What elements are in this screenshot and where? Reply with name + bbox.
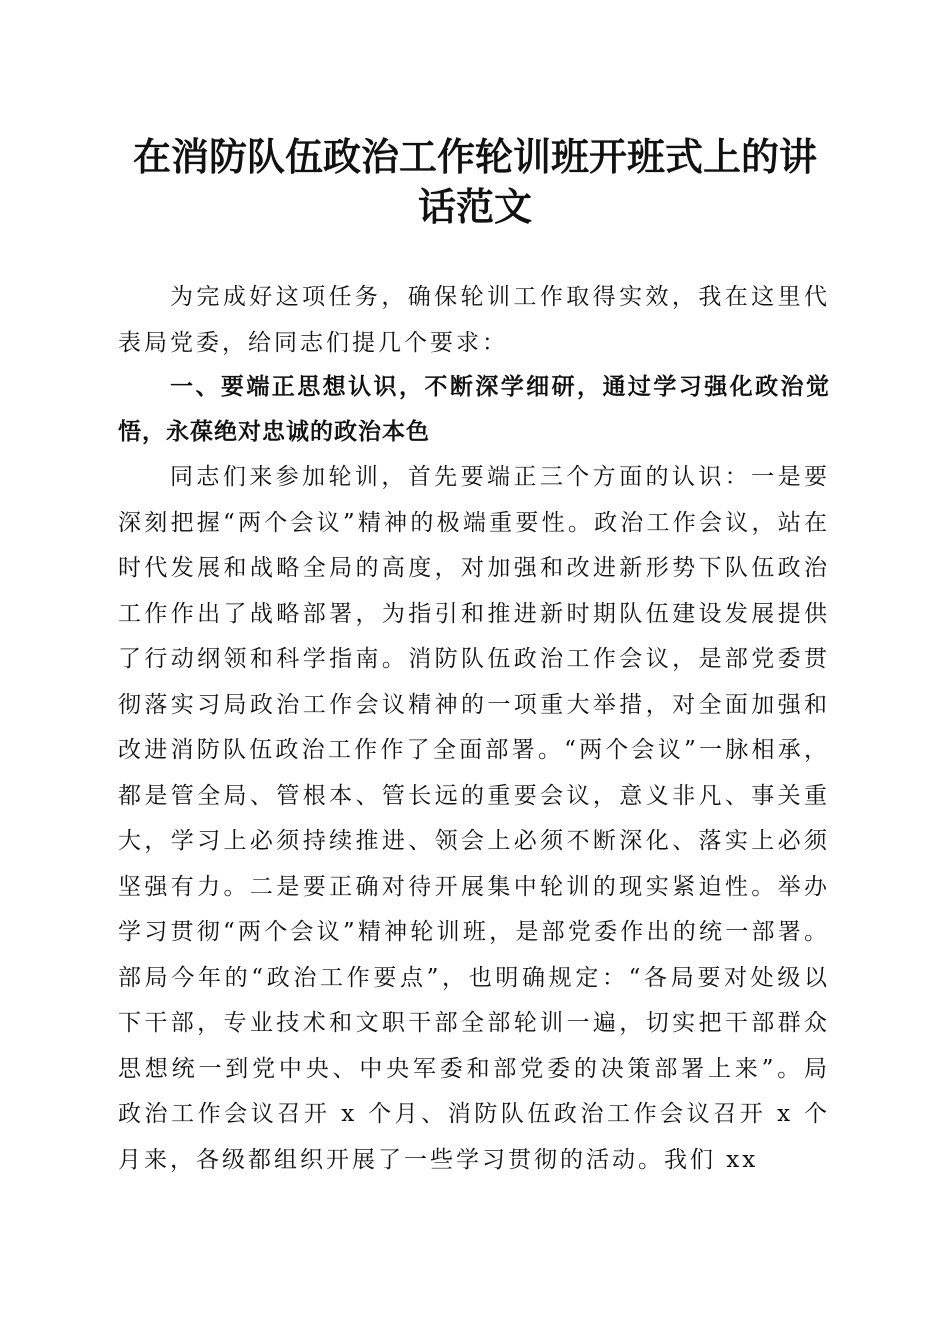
intro-paragraph: 为完成好这项任务，确保轮训工作取得实效，我在这里代表局党委，给同志们提几个要求： xyxy=(118,284,830,356)
document-title: 在消防队伍政治工作轮训班开班式上的讲话范文 xyxy=(132,134,817,229)
section-1-paragraph-1: 同志们来参加轮训，首先要端正三个方面的认识：一是要深刻把握“两个会议”精神的极端重要性。政治工作会议，站在时代发展和战略全局的高度，对加强和改进新形势下队伍政治工作作出了战略部署，为指引和推进新时期队伍建设发展提供了行动纲领和科学指南。消防队伍政治工作会议，是部党委贯彻落实习局政治工作会议精神的一项重大举措，对全面加强和改进消防队伍政治工作作了全面部署。“两个会议”一脉相承，都是管全局、管根本、管长远的重要会议，意义非凡、事关重大，学习上必须持续推进、领会上必须不断深化、落实上必须坚强有力。二是要正确对待开展集中轮训的现实紧迫性。举办学习贯彻“两个会议”精神轮训班，是部党委作出的统一部署。部局今年的“政治工作要点”，也明确规定：“各局要对处级以下干部，专业技术和文职干部全部轮训一遍，切实把干部群众思想统一到党中央、中央军委和部党委的决策部署上来”。局政治工作会议召开 x 个月、消防队伍政治工作会议召开 x 个月来，各级都组织开展了一些学习贯彻的活动。我们 xx xyxy=(118,464,830,1173)
section-heading-1: 一、要端正思想认识，不断深学细研，通过学习强化政治觉悟，永葆绝对忠诚的政治本色 xyxy=(118,374,830,445)
